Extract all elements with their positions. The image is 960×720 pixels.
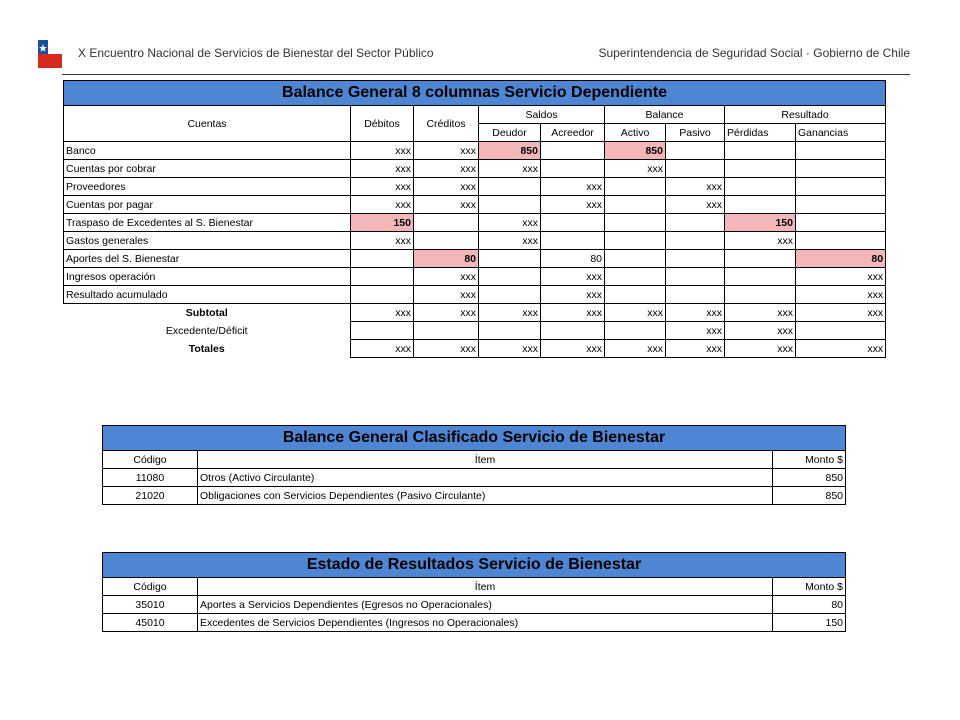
amount-cell bbox=[541, 214, 605, 232]
amount-cell: 80 bbox=[796, 250, 886, 268]
summary-cell: xxx bbox=[479, 304, 541, 322]
group-saldos: Saldos bbox=[479, 106, 605, 124]
amount-cell bbox=[666, 232, 725, 250]
table-row bbox=[64, 196, 886, 214]
codigo-cell: 11080 bbox=[103, 469, 198, 487]
summary-cell: xxx bbox=[414, 304, 479, 322]
summary-cell: xxx bbox=[351, 304, 414, 322]
amount-cell bbox=[666, 160, 725, 178]
amount-cell: xxx bbox=[541, 286, 605, 304]
cuenta-name: Ingresos operación bbox=[64, 268, 351, 286]
amount-cell bbox=[796, 178, 886, 196]
amount-cell bbox=[725, 142, 796, 160]
table-row bbox=[64, 268, 886, 286]
group-balance: Balance bbox=[605, 106, 725, 124]
cuenta-name: Cuentas por pagar bbox=[64, 196, 351, 214]
monto-cell: 850 bbox=[773, 487, 846, 505]
col-cuentas: Cuentas bbox=[64, 106, 351, 142]
cuenta-name: Resultado acumulado bbox=[64, 286, 351, 304]
amount-cell bbox=[605, 214, 666, 232]
summary-cell: xxx bbox=[351, 340, 414, 358]
item-cell: Obligaciones con Servicios Dependientes (Pasivo Circulante) bbox=[198, 487, 773, 505]
monto-cell: 150 bbox=[773, 614, 846, 632]
col-creditos: Créditos bbox=[414, 106, 479, 142]
amount-cell: xxx bbox=[351, 142, 414, 160]
summary-cell: xxx bbox=[414, 340, 479, 358]
amount-cell: xxx bbox=[414, 268, 479, 286]
col-debitos: Débitos bbox=[351, 106, 414, 142]
amount-cell: xxx bbox=[479, 214, 541, 232]
summary-cell: xxx bbox=[725, 304, 796, 322]
amount-cell bbox=[479, 250, 541, 268]
group-resultado: Resultado bbox=[725, 106, 886, 124]
item-cell: Otros (Activo Circulante) bbox=[198, 469, 773, 487]
amount-cell: 850 bbox=[479, 142, 541, 160]
cuenta-name: Cuentas por cobrar bbox=[64, 160, 351, 178]
item-cell: Aportes a Servicios Dependientes (Egresos no Operacionales) bbox=[198, 596, 773, 614]
item-cell: Excedentes de Servicios Dependientes (Ingresos no Operacionales) bbox=[198, 614, 773, 632]
summary-cell: xxx bbox=[666, 322, 725, 340]
summary-label: Totales bbox=[188, 342, 225, 355]
summary-label: Excedente/Déficit bbox=[165, 324, 248, 337]
summary-cell bbox=[541, 322, 605, 340]
summary-cell: xxx bbox=[666, 340, 725, 358]
summary-cell: xxx bbox=[666, 304, 725, 322]
summary-cell: xxx bbox=[605, 304, 666, 322]
amount-cell bbox=[725, 160, 796, 178]
amount-cell bbox=[666, 142, 725, 160]
amount-cell: xxx bbox=[414, 160, 479, 178]
col-item: Ítem bbox=[198, 451, 773, 469]
amount-cell bbox=[666, 214, 725, 232]
amount-cell: xxx bbox=[796, 286, 886, 304]
amount-cell: xxx bbox=[725, 232, 796, 250]
summary-cell: xxx bbox=[796, 304, 886, 322]
amount-cell: xxx bbox=[666, 196, 725, 214]
header-divider bbox=[62, 74, 910, 75]
table-row bbox=[64, 232, 886, 250]
amount-cell: xxx bbox=[541, 268, 605, 286]
amount-cell bbox=[796, 214, 886, 232]
estado-resultados-table bbox=[102, 552, 846, 632]
summary-cell bbox=[351, 322, 414, 340]
amount-cell bbox=[479, 286, 541, 304]
amount-cell bbox=[351, 286, 414, 304]
summary-cell: xxx bbox=[479, 340, 541, 358]
summary-cell: xxx bbox=[605, 340, 666, 358]
amount-cell bbox=[414, 232, 479, 250]
amount-cell: xxx bbox=[351, 196, 414, 214]
monto-cell: 80 bbox=[773, 596, 846, 614]
table-row bbox=[64, 160, 886, 178]
codigo-cell: 21020 bbox=[103, 487, 198, 505]
col-item: Ítem bbox=[198, 578, 773, 596]
cuenta-name: Gastos generales bbox=[64, 232, 351, 250]
amount-cell: xxx bbox=[666, 178, 725, 196]
table-row bbox=[64, 178, 886, 196]
amount-cell: xxx bbox=[479, 232, 541, 250]
summary-cell: xxx bbox=[541, 340, 605, 358]
table-row bbox=[103, 596, 846, 614]
amount-cell: xxx bbox=[414, 178, 479, 196]
balance-clasificado-table bbox=[102, 425, 846, 505]
amount-cell bbox=[479, 268, 541, 286]
col-monto: Monto $ bbox=[773, 578, 846, 596]
amount-cell bbox=[479, 178, 541, 196]
summary-cell: xxx bbox=[725, 322, 796, 340]
amount-cell: xxx bbox=[414, 286, 479, 304]
table-row bbox=[64, 250, 886, 268]
amount-cell: xxx bbox=[479, 160, 541, 178]
cuenta-name: Proveedores bbox=[64, 178, 351, 196]
header-organization: Superintendencia de Seguridad Social · Gobierno de Chile bbox=[598, 46, 910, 60]
amount-cell: 850 bbox=[605, 142, 666, 160]
amount-cell: 80 bbox=[541, 250, 605, 268]
clasificado-title: Balance General Clasificado Servicio de Bienestar bbox=[103, 426, 846, 451]
amount-cell: xxx bbox=[351, 160, 414, 178]
table-row bbox=[103, 487, 846, 505]
col-codigo: Código bbox=[103, 578, 198, 596]
amount-cell bbox=[351, 268, 414, 286]
summary-cell bbox=[796, 322, 886, 340]
col-acreedor: Acreedor bbox=[541, 124, 605, 142]
amount-cell bbox=[725, 196, 796, 214]
summary-cell: xxx bbox=[541, 304, 605, 322]
amount-cell bbox=[351, 250, 414, 268]
amount-cell bbox=[605, 286, 666, 304]
amount-cell bbox=[796, 232, 886, 250]
table-row bbox=[64, 286, 886, 304]
amount-cell: xxx bbox=[541, 196, 605, 214]
col-deudor: Deudor bbox=[479, 124, 541, 142]
table-row bbox=[103, 614, 846, 632]
amount-cell: xxx bbox=[796, 268, 886, 286]
amount-cell bbox=[605, 178, 666, 196]
amount-cell bbox=[666, 286, 725, 304]
col-monto: Monto $ bbox=[773, 451, 846, 469]
balance8-title: Balance General 8 columnas Servicio Dependiente bbox=[64, 81, 886, 106]
col-ganancias: Ganancias bbox=[796, 124, 886, 142]
summary-cell bbox=[605, 322, 666, 340]
table-row bbox=[64, 142, 886, 160]
subtotal-row bbox=[64, 304, 886, 322]
excedente-row bbox=[64, 322, 886, 340]
amount-cell: 80 bbox=[414, 250, 479, 268]
amount-cell: xxx bbox=[351, 178, 414, 196]
amount-cell bbox=[541, 232, 605, 250]
codigo-cell: 35010 bbox=[103, 596, 198, 614]
amount-cell bbox=[541, 160, 605, 178]
cuenta-name: Aportes del S. Bienestar bbox=[64, 250, 351, 268]
amount-cell bbox=[666, 250, 725, 268]
amount-cell bbox=[605, 250, 666, 268]
amount-cell bbox=[414, 214, 479, 232]
amount-cell bbox=[605, 268, 666, 286]
amount-cell: 150 bbox=[725, 214, 796, 232]
col-activo: Activo bbox=[605, 124, 666, 142]
amount-cell bbox=[541, 142, 605, 160]
totales-row bbox=[64, 340, 886, 358]
amount-cell bbox=[725, 250, 796, 268]
amount-cell bbox=[479, 196, 541, 214]
table-row bbox=[103, 469, 846, 487]
amount-cell bbox=[725, 178, 796, 196]
summary-cell bbox=[479, 322, 541, 340]
cuenta-name: Traspaso de Excedentes al S. Bienestar bbox=[64, 214, 351, 232]
col-perdidas: Pérdidas bbox=[725, 124, 796, 142]
col-codigo: Código bbox=[103, 451, 198, 469]
cuenta-name: Banco bbox=[64, 142, 351, 160]
amount-cell bbox=[796, 142, 886, 160]
amount-cell: xxx bbox=[351, 232, 414, 250]
amount-cell bbox=[605, 196, 666, 214]
summary-cell: xxx bbox=[796, 340, 886, 358]
resultados-title: Estado de Resultados Servicio de Bienestar bbox=[103, 553, 846, 578]
amount-cell: 150 bbox=[351, 214, 414, 232]
codigo-cell: 45010 bbox=[103, 614, 198, 632]
balance-8-columnas-table bbox=[63, 80, 886, 358]
amount-cell: xxx bbox=[541, 178, 605, 196]
amount-cell bbox=[725, 268, 796, 286]
col-pasivo: Pasivo bbox=[666, 124, 725, 142]
amount-cell bbox=[796, 160, 886, 178]
amount-cell: xxx bbox=[414, 142, 479, 160]
amount-cell bbox=[725, 286, 796, 304]
summary-cell: xxx bbox=[725, 340, 796, 358]
amount-cell: xxx bbox=[605, 160, 666, 178]
amount-cell bbox=[605, 232, 666, 250]
summary-cell bbox=[414, 322, 479, 340]
monto-cell: 850 bbox=[773, 469, 846, 487]
table-row bbox=[64, 214, 886, 232]
amount-cell bbox=[796, 196, 886, 214]
amount-cell bbox=[666, 268, 725, 286]
gobierno-chile-logo bbox=[38, 40, 62, 68]
summary-label: Subtotal bbox=[185, 306, 228, 319]
amount-cell: xxx bbox=[414, 196, 479, 214]
header-event-title: X Encuentro Nacional de Servicios de Bienestar del Sector Público bbox=[78, 46, 434, 60]
